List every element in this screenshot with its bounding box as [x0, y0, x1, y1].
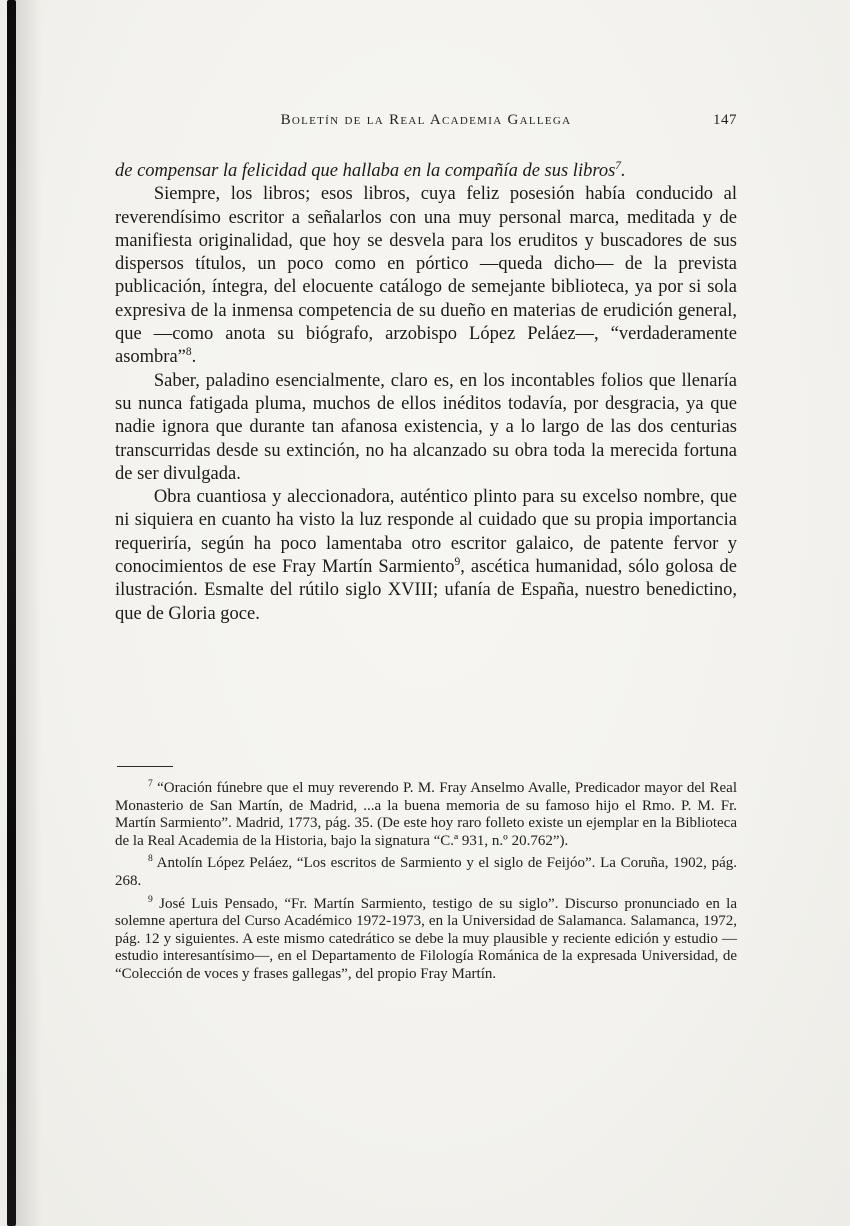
paragraph-siempre-los-libros	[115, 183, 737, 369]
footnote-number: 8	[148, 853, 153, 865]
footnote-ref-9: 9	[454, 555, 461, 568]
page-content	[115, 112, 737, 988]
paragraph-text: Siempre, los libros; esos libros, cuya feliz posesión había conducido al reverendísimo escritor a señalarlos con una muy personal marca, meditada y de manifiesta originalidad, que hoy se desvela para los eruditos y buscadores de sus dispersos títulos, un poco como en pórtico —queda dicho— de la prevista publicación, íntegra, del elocuente catálogo de semejante biblioteca, ya por si sola expresiva de la inmensa competencia de su dueño en materias de erudición general, que —como anota su biógrafo, arzobispo López Peláez—, “verdaderamente asombra”	[115, 184, 737, 368]
footnotes-section	[115, 766, 737, 984]
paragraph-text: Saber, paladino esencialmente, claro es, en los incontables folios que llenaría su nunca fatigada pluma, muchos de ellos inéditos todavía, por desgracia, ya que nadie ignora que durante tan afanosa existencia, y a lo largo de las dos centurias transcurridas desde su extinción, no ha alcanzado su obra toda la merecida fortuna de ser divulgada.	[115, 370, 737, 484]
footnote-number: 7	[148, 777, 153, 789]
footnote-text: José Luis Pensado, “Fr. Martín Sarmiento, testigo de su siglo”. Discurso pronunciado en la solemne apertura del Curso Académico 1972-1973, en la Universidad de Salamanca. Salamanca, 1972, pág. 12 y siguientes. A este mismo catedrático se debe la muy plausible y reciente edición y estudio —estudio interesantísimo—, en el Departamento de Filología Románica de la expresada Universidad, de “Colección de voces y frases gallegas”, del propio Fray Martín.	[115, 895, 737, 982]
paragraph-text: , ascética humanidad, sólo golosa de ilustración. Esmalte del rútilo siglo XVIII; ufanía de España, nuestro benedictino, que de Gloria goce.	[115, 557, 738, 624]
paragraph-text: de compensar la felicidad que hallaba en la compañía de sus libros	[115, 161, 616, 181]
footnote-ref-8: 8	[185, 346, 192, 359]
footnote-separator-rule	[117, 766, 173, 767]
paragraph-continuation	[115, 160, 737, 183]
journal-title: Boletín de la Real Academia Gallega	[280, 112, 572, 128]
footnote-ref-7: 7	[615, 159, 622, 172]
body-text	[115, 160, 737, 626]
paragraph-text: Obra cuantiosa y aleccionadora, auténtico plinto para su excelso nombre, que ni siquiera en cuanto ha visto la luz responde al cuidado que su propia importancia requeriría, según ha poco lamentaba otro escritor galaico, de patente fervor y conocimientos de ese Fray Martín Sarmiento	[115, 487, 737, 578]
footnote-9	[115, 893, 737, 984]
footnote-number: 9	[148, 893, 153, 905]
page-header	[115, 112, 737, 132]
footnote-8	[115, 855, 737, 890]
page-number: 147	[713, 112, 737, 128]
paragraph-obra-cuantiosa	[115, 486, 737, 626]
paragraph-tail: .	[191, 347, 197, 368]
footnote-7	[115, 777, 737, 850]
paragraph-saber-paladino	[115, 370, 737, 486]
paragraph-tail: .	[621, 161, 626, 181]
footnote-text: “Oración fúnebre que el muy reverendo P. M. Fray Anselmo Avalle, Predicador mayor del Real Monasterio de San Martín, de Madrid, ...a la buena memoria de su famoso hijo el Rmo. P. M. Fr. Martín Sarmiento”. Madrid, 1773, pág. 35. (De este hoy raro folleto existe un ejemplar en la Biblioteca de la Real Academia de la Historia, bajo la signatura “C.ª 931, n.º 20.762”).	[115, 779, 737, 849]
footnote-text: Antolín López Peláez, “Los escritos de Sarmiento y el siglo de Feijóo”. La Coruña, 1902, pág. 268.	[115, 855, 737, 889]
page-binding-shadow	[7, 0, 16, 1226]
binding-gradient-shade	[16, 0, 42, 1226]
